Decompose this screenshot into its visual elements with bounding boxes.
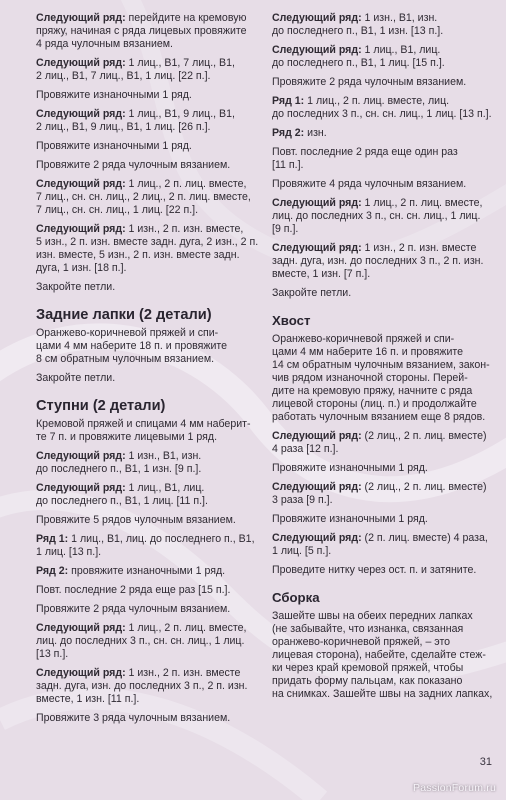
text-line: лицевой стороны (лиц. п.) и продолжайте [272, 398, 477, 410]
text-line: вместе, 1 изн. [7 п.]. [272, 268, 371, 280]
text-line: [11 п.]. [272, 159, 304, 171]
text-line: [13 п.]. [36, 648, 69, 660]
row-label: Ряд 1: [272, 95, 305, 107]
row-label: Следующий ряд: [36, 667, 126, 679]
pattern-paragraph [36, 57, 272, 83]
text-line: 1 изн., 2 п. изн. вместе [125, 667, 241, 679]
text-line: Провяжите изнаночными 1 ряд. [272, 462, 428, 474]
text-line: пряжу, начиная с ряда лицевых провяжите [36, 25, 247, 37]
row-label: Следующий ряд: [272, 44, 362, 56]
text-line: задн. дуга, изн. до последних 3 п., 2 п. изн. [272, 255, 484, 267]
text-line: 3 раза [9 п.]. [272, 494, 333, 506]
text-line: 1 лиц., 2 п. лиц. вместе, [125, 622, 247, 634]
row-label: Ряд 2: [36, 565, 69, 577]
text-line: Провяжите 3 ряда чулочным вязанием. [36, 712, 231, 724]
text-line: оранжево-коричневой пряжей, – это [272, 636, 451, 648]
text-line: лицевая сторона), набейте, сделайте стеж- [272, 649, 486, 661]
text-line: 1 лиц., В1, лиц. [125, 482, 205, 494]
pattern-paragraph [36, 418, 272, 444]
pattern-paragraph [272, 242, 498, 281]
text-line: 14 см обратным чулочным вязанием, закон- [272, 359, 490, 371]
pattern-paragraph [272, 481, 498, 507]
right-column [272, 12, 498, 707]
text-line: (2 лиц., 2 п. лиц. вместе) [361, 481, 487, 493]
text-line: 1 лиц., В1, лиц. [361, 44, 441, 56]
section-heading: Сборка [272, 590, 320, 605]
pattern-paragraph [272, 146, 498, 172]
text-line: лиц. до последних 3 п., сн. сн. лиц., 1 лиц. [272, 210, 481, 222]
text-line: 1 лиц., В1, 9 лиц., В1, [125, 108, 235, 120]
text-line: Закройте петли. [272, 287, 352, 299]
pattern-paragraph [36, 482, 272, 508]
text-line: 1 изн., 2 п. изн. вместе, [125, 223, 244, 235]
text-line: Повт. последние 2 ряда еще раз [15 п.]. [36, 584, 231, 596]
text-line: Провяжите изнаночными 1 ряд. [36, 89, 192, 101]
pattern-paragraph [272, 197, 498, 236]
left-column [36, 12, 272, 731]
text-line: работать чулочным вязанием еще 8 рядов. [272, 411, 486, 423]
pattern-paragraph [272, 12, 498, 38]
text-line: Провяжите 4 ряда чулочным вязанием. [272, 178, 467, 190]
section-heading: Хвост [272, 313, 311, 328]
text-line: лиц. до последних 3 п., сн. сн. лиц., 1 лиц. [36, 635, 245, 647]
text-line: Провяжите 5 рядов чулочным вязанием. [36, 514, 236, 526]
text-line: 1 лиц., 2 п. лиц. вместе, [125, 178, 247, 190]
pattern-paragraph [272, 127, 498, 140]
pattern-paragraph [36, 372, 272, 385]
row-label: Следующий ряд: [36, 57, 126, 69]
pattern-paragraph [36, 533, 272, 559]
text-line: 1 изн., В1, изн. [125, 450, 202, 462]
text-line: до последнего п., В1, 1 изн. [9 п.]. [36, 463, 202, 475]
row-label: Следующий ряд: [36, 450, 126, 462]
text-line: 4 раза [12 п.]. [272, 443, 339, 455]
text-line: дуга, 1 изн. [18 п.]. [36, 262, 127, 274]
pattern-paragraph [36, 584, 272, 597]
text-line: 7 лиц., сн. сн. лиц., 1 лиц. [22 п.]. [36, 204, 199, 216]
text-line: Закройте петли. [36, 281, 116, 293]
row-label: Следующий ряд: [272, 197, 362, 209]
text-line: Провяжите 2 ряда чулочным вязанием. [36, 603, 231, 615]
row-label: Ряд 2: [272, 127, 305, 139]
text-line: те 7 п. и провяжите лицевыми 1 ряд. [36, 431, 218, 443]
text-line: 1 лиц., 2 п. лиц. вместе, лиц. [304, 95, 450, 107]
pattern-paragraph [272, 95, 498, 121]
text-line: изн. [304, 127, 327, 139]
text-line: 7 лиц., сн. сн. лиц., 2 лиц., 2 п. лиц. вместе, [36, 191, 251, 203]
row-label: Следующий ряд: [36, 482, 126, 494]
text-line: 1 лиц., 2 п. лиц. вместе, [361, 197, 483, 209]
text-line: изн. вместе, 5 изн., 2 п. изн. вместе задн. [36, 249, 240, 261]
row-label: Следующий ряд: [36, 108, 126, 120]
text-line: 4 ряда чулочным вязанием. [36, 38, 173, 50]
pattern-paragraph [36, 140, 272, 153]
text-line: 2 лиц., В1, 7 лиц., В1, 1 лиц. [22 п.]. [36, 70, 211, 82]
pattern-paragraph [36, 281, 272, 294]
row-label: Ряд 1: [36, 533, 69, 545]
pattern-paragraph [36, 108, 272, 134]
text-line: на снимках. Зашейте швы на задних лапках, [272, 688, 493, 700]
text-line: провяжите изнаночными 1 ряд. [68, 565, 226, 577]
section-heading: Задние лапки (2 детали) [36, 307, 212, 323]
text-line: Повт. последние 2 ряда еще один раз [272, 146, 458, 158]
text-line: Проведите нитку через ост. п. и затяните. [272, 564, 477, 576]
pattern-paragraph [272, 333, 498, 424]
text-line: Провяжите изнаночными 1 ряд. [272, 513, 428, 525]
text-line: 1 лиц., В1, 7 лиц., В1, [125, 57, 235, 69]
text-line: Провяжите изнаночными 1 ряд. [36, 140, 192, 152]
text-line: Закройте петли. [36, 372, 116, 384]
text-line: ки через край кремовой пряжей, чтобы [272, 662, 464, 674]
text-line: до последнего п., В1, 1 изн. [13 п.]. [272, 25, 444, 37]
text-line: до последнего п., В1, 1 лиц. [15 п.]. [272, 57, 445, 69]
pattern-paragraph [36, 159, 272, 172]
pattern-paragraph [36, 327, 272, 366]
text-line: Кремовой пряжей и спицами 4 мм наберит- [36, 418, 251, 430]
text-line: придать форму пальцам, как показано [272, 675, 463, 687]
text-line: до последнего п., В1, 1 лиц. [11 п.]. [36, 495, 208, 507]
pattern-paragraph [36, 667, 272, 706]
text-line: задн. дуга, изн. до последних 3 п., 2 п. изн. [36, 680, 248, 692]
row-label: Следующий ряд: [272, 532, 362, 544]
pattern-paragraph [272, 532, 498, 558]
pattern-paragraph [272, 610, 498, 701]
pattern-paragraph [36, 622, 272, 661]
page-number: 31 [479, 756, 492, 768]
row-label: Следующий ряд: [36, 12, 126, 24]
section-heading: Ступни (2 детали) [36, 398, 166, 414]
text-line: цами 4 мм наберите 18 п. и провяжите [36, 340, 228, 352]
row-label: Следующий ряд: [36, 622, 126, 634]
pattern-paragraph [272, 76, 498, 89]
text-line: Оранжево-коричневой пряжей и спи- [272, 333, 455, 345]
text-line: вместе, 1 изн. [11 п.]. [36, 693, 140, 705]
pattern-paragraph [36, 565, 272, 578]
pattern-paragraph [272, 430, 498, 456]
pattern-paragraph [272, 44, 498, 70]
pattern-paragraph [36, 603, 272, 616]
pattern-paragraph [36, 223, 272, 275]
text-line: [9 п.]. [272, 223, 299, 235]
pattern-paragraph [36, 89, 272, 102]
text-line: 5 изн., 2 п. изн. вместе задн. дуга, 2 изн., 2 п. [36, 236, 259, 248]
pattern-paragraph [272, 513, 498, 526]
text-line: 1 лиц. [5 п.]. [272, 545, 332, 557]
pattern-paragraph [36, 450, 272, 476]
pattern-paragraph [36, 12, 272, 51]
pattern-paragraph [36, 514, 272, 527]
text-line: дите на кремовую пряжу, начните с ряда [272, 385, 473, 397]
row-label: Следующий ряд: [36, 178, 126, 190]
text-line: (не забывайте, что изнанка, связанная [272, 623, 464, 635]
pattern-paragraph [272, 287, 498, 300]
row-label: Следующий ряд: [272, 481, 362, 493]
text-line: Провяжите 2 ряда чулочным вязанием. [272, 76, 467, 88]
row-label: Следующий ряд: [36, 223, 126, 235]
text-line: 1 изн., 2 п. изн. вместе [361, 242, 477, 254]
row-label: Следующий ряд: [272, 430, 362, 442]
text-line: 1 изн., В1, изн. [361, 12, 438, 24]
text-line: Оранжево-коричневой пряжей и спи- [36, 327, 219, 339]
pattern-paragraph [272, 178, 498, 191]
text-line: 2 лиц., В1, 9 лиц., В1, 1 лиц. [26 п.]. [36, 121, 211, 133]
text-line: 1 лиц. [13 п.]. [36, 546, 102, 558]
text-line: 1 лиц., В1, лиц. до последнего п., В1, [68, 533, 255, 545]
pattern-paragraph [272, 462, 498, 475]
text-line: перейдите на кремовую [125, 12, 247, 24]
text-line: (2 лиц., 2 п. лиц. вместе) [361, 430, 487, 442]
text-line: 8 см обратным чулочным вязанием. [36, 353, 215, 365]
text-line: Провяжите 2 ряда чулочным вязанием. [36, 159, 231, 171]
text-line: Зашейте швы на обеих передних лапках [272, 610, 473, 622]
text-line: чив рядом изнаночной стороны. Перей- [272, 372, 468, 384]
row-label: Следующий ряд: [272, 12, 362, 24]
pattern-paragraph [272, 564, 498, 577]
text-line: (2 п. лиц. вместе) 4 раза, [361, 532, 488, 544]
pattern-paragraph [36, 712, 272, 725]
pattern-paragraph [36, 178, 272, 217]
text-line: цами 4 мм наберите 16 п. и провяжите [272, 346, 464, 358]
row-label: Следующий ряд: [272, 242, 362, 254]
text-line: до последних 3 п., сн. сн. лиц., 1 лиц. [13 п.]. [272, 108, 492, 120]
watermark: PassionForum.ru [413, 782, 496, 794]
